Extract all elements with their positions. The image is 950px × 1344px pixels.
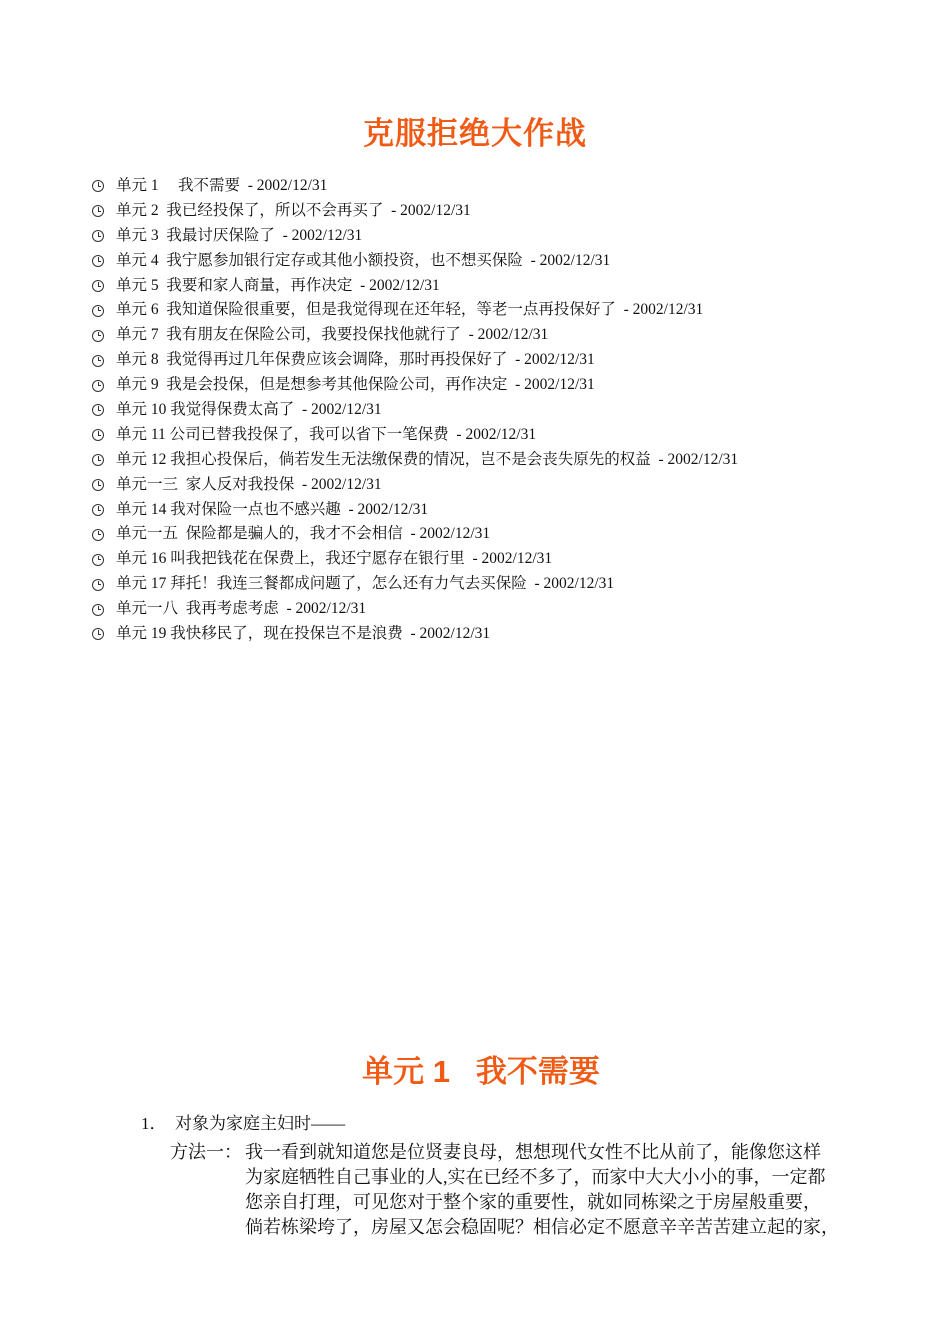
- toc-item-label: 单元一三 家人反对我投保 - 2002/12/31: [116, 475, 382, 493]
- toc-item-label: 单元 6 我知道保险很重要，但是我觉得现在还年轻，等老一点再投保好了 - 2002/12/31: [116, 301, 704, 319]
- toc-item[interactable]: [92, 473, 738, 498]
- toc-item-label: 单元 2 我已经投保了，所以不会再买了 - 2002/12/31: [116, 201, 471, 219]
- toc-item-label: 单元 8 我觉得再过几年保费应该会调降，那时再投保好了 - 2002/12/31: [116, 351, 595, 369]
- toc-item[interactable]: [92, 398, 738, 423]
- toc-item-label: 单元 4 我宁愿参加银行定存或其他小额投资，也不想买保险 - 2002/12/31: [116, 251, 611, 269]
- toc-item-label: 单元 3 我最讨厌保险了 - 2002/12/31: [116, 226, 363, 244]
- toc-item[interactable]: [92, 298, 738, 323]
- toc-item[interactable]: [92, 572, 738, 597]
- toc-item[interactable]: [92, 547, 738, 572]
- toc-item[interactable]: [92, 249, 738, 274]
- clock-icon: [92, 529, 104, 541]
- toc-item[interactable]: [92, 622, 738, 647]
- toc-item-label: 单元 10 我觉得保费太高了 - 2002/12/31: [116, 401, 382, 419]
- toc-item[interactable]: [92, 373, 738, 398]
- toc-item[interactable]: [92, 448, 738, 473]
- clock-icon: [92, 355, 104, 367]
- toc-item-label: 单元 19 我快移民了，现在投保岂不是浪费 - 2002/12/31: [116, 625, 491, 643]
- section-title: 单元 1 我不需要: [362, 1054, 600, 1089]
- toc-item-label: 单元一五 保险都是骗人的，我才不会相信 - 2002/12/31: [116, 525, 491, 543]
- clock-icon: [92, 255, 104, 267]
- clock-icon: [92, 230, 104, 242]
- toc-item-label: 单元 5 我要和家人商量，再作决定 - 2002/12/31: [116, 276, 440, 294]
- clock-icon: [92, 380, 104, 392]
- method-label: 方法一：: [170, 1142, 242, 1162]
- clock-icon: [92, 404, 104, 416]
- clock-icon: [92, 628, 104, 640]
- item-heading: 1． 对象为家庭主妇时——: [141, 1114, 345, 1133]
- toc-item[interactable]: [92, 348, 738, 373]
- toc-item[interactable]: [92, 423, 738, 448]
- table-of-contents: [92, 174, 738, 647]
- clock-icon: [92, 180, 104, 192]
- clock-icon: [92, 280, 104, 292]
- document-title: 克服拒绝大作战: [363, 116, 587, 151]
- toc-item[interactable]: [92, 199, 738, 224]
- toc-item[interactable]: [92, 323, 738, 348]
- paragraph-line: 为家庭牺牲自己事业的人,实在已经不多了，而家中大大小小的事，一定都: [245, 1167, 826, 1187]
- toc-item-label: 单元 16 叫我把钱花在保费上，我还宁愿存在银行里 - 2002/12/31: [116, 550, 553, 568]
- toc-item-label: 单元 7 我有朋友在保险公司，我要投保找他就行了 - 2002/12/31: [116, 326, 549, 344]
- clock-icon: [92, 479, 104, 491]
- clock-icon: [92, 205, 104, 217]
- clock-icon: [92, 554, 104, 566]
- toc-item[interactable]: [92, 174, 738, 199]
- toc-item[interactable]: [92, 498, 738, 523]
- toc-item-label: 单元 12 我担心投保后，倘若发生无法缴保费的情况，岂不是会丧失原先的权益 - 2002/12/31: [116, 450, 739, 468]
- paragraph-line: 您亲自打理，可见您对于整个家的重要性，就如同栋梁之于房屋般重要，: [245, 1192, 821, 1212]
- clock-icon: [92, 504, 104, 516]
- clock-icon: [92, 305, 104, 317]
- toc-item[interactable]: [92, 597, 738, 622]
- toc-item[interactable]: [92, 522, 738, 547]
- clock-icon: [92, 604, 104, 616]
- clock-icon: [92, 454, 104, 466]
- toc-item-label: 单元 14 我对保险一点也不感兴趣 - 2002/12/31: [116, 500, 429, 518]
- clock-icon: [92, 579, 104, 591]
- clock-icon: [92, 330, 104, 342]
- clock-icon: [92, 429, 104, 441]
- toc-item-label: 单元 11 公司已替我投保了，我可以省下一笔保费 - 2002/12/31: [116, 425, 537, 443]
- paragraph-line: 倘若栋梁垮了，房屋又怎会稳固呢？相信必定不愿意辛辛苦苦建立起的家，: [245, 1217, 839, 1237]
- paragraph-line: 我一看到就知道您是位贤妻良母，想想现代女性不比从前了，能像您这样: [245, 1142, 821, 1162]
- toc-item-label: 单元 17 拜托！我连三餐都成问题了，怎么还有力气去买保险 - 2002/12/31: [116, 575, 615, 593]
- toc-item-label: 单元 9 我是会投保，但是想参考其他保险公司，再作决定 - 2002/12/31: [116, 376, 595, 394]
- toc-item[interactable]: [92, 224, 738, 249]
- toc-item-label: 单元 1 我不需要 - 2002/12/31: [116, 177, 328, 194]
- toc-item[interactable]: [92, 274, 738, 299]
- toc-item-label: 单元一八 我再考虑考虑 - 2002/12/31: [116, 600, 367, 618]
